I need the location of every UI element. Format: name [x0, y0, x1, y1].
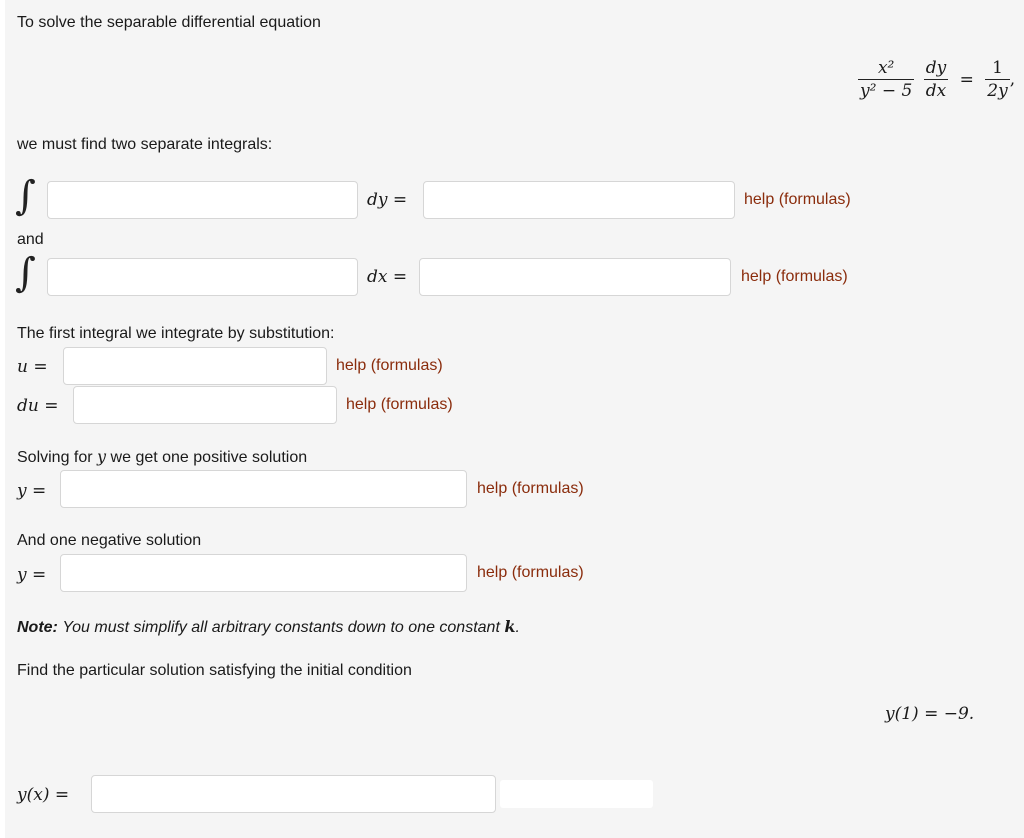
rhs-numerator: 1	[992, 58, 1003, 78]
problem-panel	[5, 0, 1024, 838]
hidden-help-placeholder	[500, 780, 653, 808]
integrals-intro-text: we must find two separate integrals:	[17, 136, 273, 153]
help-formulas-link[interactable]: help (formulas)	[477, 564, 584, 581]
help-formulas-link[interactable]: help (formulas)	[346, 396, 453, 413]
initial-condition	[885, 704, 974, 724]
rhs-denominator: 2y	[987, 81, 1008, 101]
and-text: and	[17, 231, 44, 248]
y-equals-label: y =	[17, 565, 47, 585]
integral-sign-icon: ∫	[15, 250, 36, 296]
positive-solution-intro	[17, 447, 307, 468]
lhs-denominator: y² − 5	[860, 81, 913, 101]
du-input[interactable]	[73, 386, 337, 424]
negative-solution-intro: And one negative solution	[17, 532, 202, 549]
integrand-dy-input[interactable]	[47, 181, 358, 219]
u-equals-label: u =	[17, 357, 48, 377]
solving-variable: y	[97, 447, 107, 466]
help-formulas-link[interactable]: help (formulas)	[741, 268, 848, 285]
help-formulas-link[interactable]: help (formulas)	[336, 357, 443, 374]
substitution-intro-text: The first integral we integrate by substitution:	[17, 325, 335, 342]
equation-comma: ,	[1009, 69, 1016, 90]
initial-condition-expression: y(1) = −9.	[885, 704, 975, 724]
note-label: Note:	[17, 619, 58, 636]
particular-solution-intro: Find the particular solution satisfying the initial condition	[17, 662, 412, 679]
lhs-fraction	[858, 58, 914, 101]
integral-dx-result-input[interactable]	[419, 258, 731, 296]
note-text	[17, 617, 520, 638]
solving-suffix: we get one positive solution	[110, 449, 308, 466]
intro-text: To solve the separable differential equation	[17, 14, 321, 31]
particular-solution-input[interactable]	[91, 775, 496, 813]
note-period: .	[515, 619, 520, 636]
positive-solution-input[interactable]	[60, 470, 467, 508]
differential-equation	[858, 58, 1015, 101]
u-input[interactable]	[63, 347, 327, 385]
derivative-numerator: dy	[925, 58, 947, 78]
note-body: You must simplify all arbitrary constants down to one constant	[62, 619, 500, 636]
rhs-fraction	[985, 58, 1009, 101]
equals-sign: =	[959, 69, 974, 90]
du-equals-label: du =	[17, 396, 59, 416]
y-equals-label: y =	[17, 481, 47, 501]
dy-equals-label: dy =	[367, 190, 408, 210]
lhs-numerator: x²	[877, 58, 895, 78]
help-formulas-link[interactable]: help (formulas)	[477, 480, 584, 497]
dx-equals-label: dx =	[367, 267, 408, 287]
negative-solution-input[interactable]	[60, 554, 467, 592]
integral-sign-icon: ∫	[15, 173, 36, 219]
help-formulas-link[interactable]: help (formulas)	[744, 191, 851, 208]
integrand-dx-input[interactable]	[47, 258, 358, 296]
note-constant: k	[504, 617, 516, 636]
yx-equals-label: y(x) =	[17, 785, 70, 805]
solving-prefix: Solving for	[17, 449, 93, 466]
derivative-denominator: dx	[924, 79, 949, 101]
derivative-fraction	[924, 58, 949, 101]
integral-dy-result-input[interactable]	[423, 181, 735, 219]
